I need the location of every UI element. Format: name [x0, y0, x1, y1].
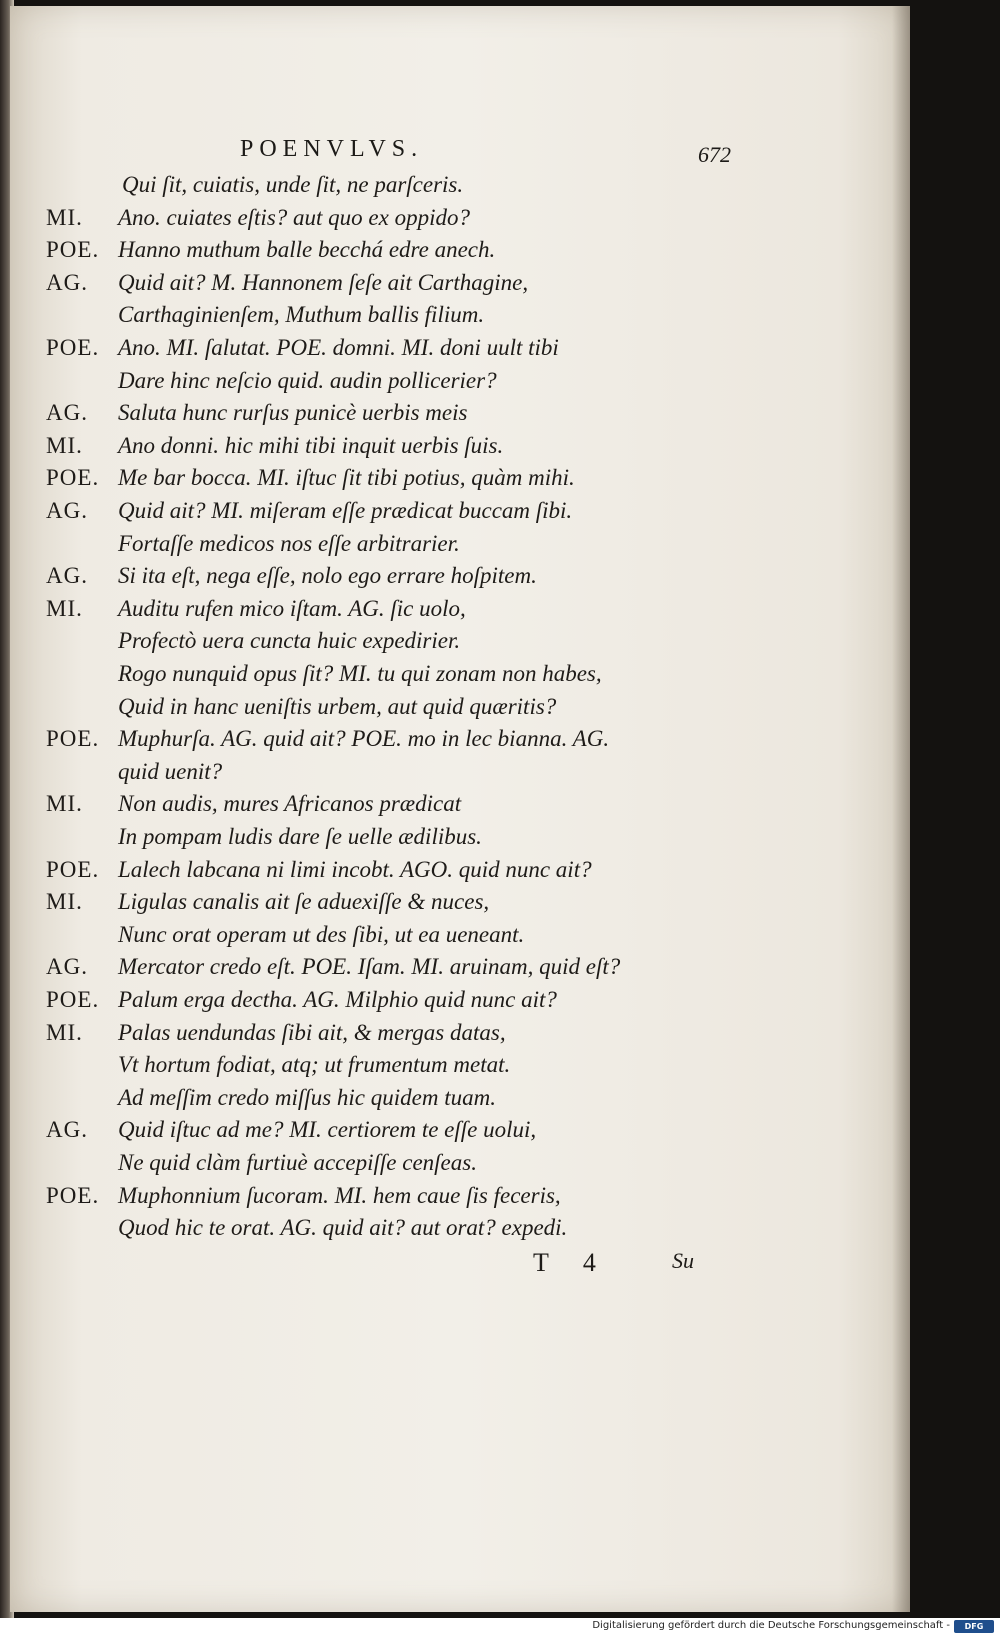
speaker-label: MI. — [46, 595, 83, 621]
verse-text: Quod hic te orat. AG. quid ait? aut orat? expedi. — [118, 1215, 568, 1241]
verse-line — [46, 857, 846, 891]
verse-text: Ano. MI. ſalutat. POE. domni. MI. doni uult tibi — [118, 335, 559, 360]
verse-text: Quid in hanc ueniſtis urbem, aut quid quæritis? — [118, 693, 557, 719]
speaker-label: MI. — [46, 204, 83, 230]
verse-line — [46, 596, 846, 630]
speaker-label: AG. — [46, 1117, 88, 1143]
verse-line — [46, 205, 846, 239]
running-head: POENVLVS. — [240, 136, 424, 162]
speaker-label: AG. — [46, 269, 88, 295]
verse-text: Profectò uera cuncta huic expedirier. — [118, 628, 461, 654]
verse-text: Ligulas canalis ait ſe aduexiſſe & nuces, — [118, 889, 490, 915]
verse-text: Palum erga dectha. AG. Milphio quid nunc ait? — [118, 987, 557, 1012]
verse-line — [46, 531, 846, 565]
verse-text: Ano donni. hic mihi tibi inquit uerbis ſuis. — [118, 432, 504, 458]
verse-text: Qui ſit, cuiatis, unde ſit, ne parſceris. — [122, 172, 464, 197]
verse-text: Hanno muthum balle becchá edre anech. — [118, 237, 496, 263]
speaker-label: AG. — [46, 954, 88, 980]
verse-line — [46, 302, 846, 336]
verse-text: Ne quid clàm furtiuè accepiſſe cenſeas. — [118, 1150, 477, 1175]
verse-text: Me bar bocca. MI. iſtuc ſit tibi potius, quàm mihi. — [118, 465, 575, 491]
verse-line — [46, 172, 846, 206]
speaker-label: POE. — [46, 1182, 100, 1208]
verse-line — [46, 433, 846, 467]
speaker-label: POE. — [46, 856, 100, 882]
verse-line — [46, 726, 846, 760]
verse-line — [46, 270, 846, 304]
verse-line — [46, 954, 846, 988]
speaker-label: POE. — [46, 987, 100, 1012]
verse-text: In pompam ludis dare ſe uelle ædilibus. — [118, 824, 482, 849]
verse-line — [46, 922, 846, 956]
dfg-logo: DFG — [954, 1620, 994, 1633]
verse-text: Ano. cuiates eſtis? aut quo ex oppido? — [118, 204, 470, 230]
verse-line — [46, 498, 846, 532]
verse-line — [46, 824, 846, 858]
speaker-label: MI. — [46, 432, 83, 458]
verse-line — [46, 661, 846, 695]
verse-text: Dare hinc neſcio quid. audin pollicerier? — [118, 367, 497, 393]
verse-text: Quid ait? M. Hannonem ſeſe ait Carthagine, — [118, 269, 529, 295]
verse-line — [46, 465, 846, 499]
verse-line — [46, 1117, 846, 1151]
verse-line — [46, 628, 846, 662]
speaker-label: POE. — [46, 335, 100, 360]
speaker-label: MI. — [46, 791, 83, 817]
verse-text: Lalech labcana ni limi incobt. AGO. quid nunc ait? — [118, 856, 592, 882]
verse-text: quid uenit? — [118, 758, 223, 784]
verse-line — [46, 759, 846, 793]
verse-line — [46, 987, 846, 1021]
verse-text: Carthaginienſem, Muthum ballis filium. — [118, 302, 485, 328]
page-edge-shadow — [892, 6, 910, 1612]
verse-line — [46, 563, 846, 597]
verse-line — [46, 1183, 846, 1217]
speaker-label: MI. — [46, 1019, 83, 1045]
footer-bar — [0, 1618, 1000, 1636]
verse-line — [46, 368, 846, 402]
signature-mark: T 4 — [533, 1248, 610, 1277]
verse-text: Auditu rufen mico iſtam. AG. ſic uolo, — [118, 595, 466, 621]
catchword: Su — [672, 1248, 694, 1273]
book-page — [10, 6, 910, 1612]
verse-text: Quid iſtuc ad me? MI. certiorem te eſſe uolui, — [118, 1117, 537, 1143]
verse-line — [46, 335, 846, 369]
verse-text: Non audis, mures Africanos prædicat — [118, 791, 462, 817]
verse-text: Si ita eſt, nega eſſe, nolo ego errare hoſpitem. — [118, 563, 537, 589]
speaker-label: AG. — [46, 563, 88, 589]
page-number: 672 — [698, 142, 731, 167]
verse-line — [46, 1085, 846, 1119]
verse-text: Mercator credo eſt. POE. Iſam. MI. aruinam, quid eſt? — [118, 954, 621, 980]
speaker-label: POE. — [46, 237, 100, 263]
verse-line — [46, 1150, 846, 1184]
speaker-label: AG. — [46, 400, 88, 426]
verse-line — [46, 889, 846, 923]
verse-text: Fortaſſe medicos nos eſſe arbitrarier. — [118, 530, 460, 556]
verse-text: Vt hortum fodiat, atq; ut frumentum metat. — [118, 1052, 511, 1078]
verse-text: Ad meſſim credo miſſus hic quidem tuam. — [118, 1084, 496, 1110]
verse-text: Nunc orat operam ut des ſibi, ut ea ueneant. — [118, 921, 525, 947]
verse-text: Muphurſa. AG. quid ait? POE. mo in lec bianna. AG. — [118, 726, 610, 752]
speaker-label: AG. — [46, 498, 88, 523]
verse-text: Muphonnium ſucoram. MI. hem caue ſis feceris, — [118, 1182, 561, 1208]
verse-text: Rogo nunquid opus ſit? MI. tu qui zonam non habes, — [118, 661, 602, 686]
verse-text: Saluta hunc rurſus punicè uerbis meis — [118, 400, 468, 426]
verse-text: Palas uendundas ſibi ait, & mergas datas, — [118, 1019, 506, 1045]
verse-line — [46, 694, 846, 728]
verse-line — [46, 1020, 846, 1054]
speaker-label: MI. — [46, 889, 83, 915]
verse-line — [46, 1052, 846, 1086]
funding-credit: Digitalisierung gefördert durch die Deutsche Forschungsgemeinschaft - — [592, 1620, 950, 1631]
verse-line — [46, 791, 846, 825]
verse-line — [46, 400, 846, 434]
verse-text: Quid ait? MI. miſeram eſſe prædicat buccam ſibi. — [118, 498, 573, 523]
verse-line — [46, 237, 846, 271]
speaker-label: POE. — [46, 726, 100, 752]
speaker-label: POE. — [46, 465, 100, 491]
verse-line — [46, 1215, 846, 1249]
